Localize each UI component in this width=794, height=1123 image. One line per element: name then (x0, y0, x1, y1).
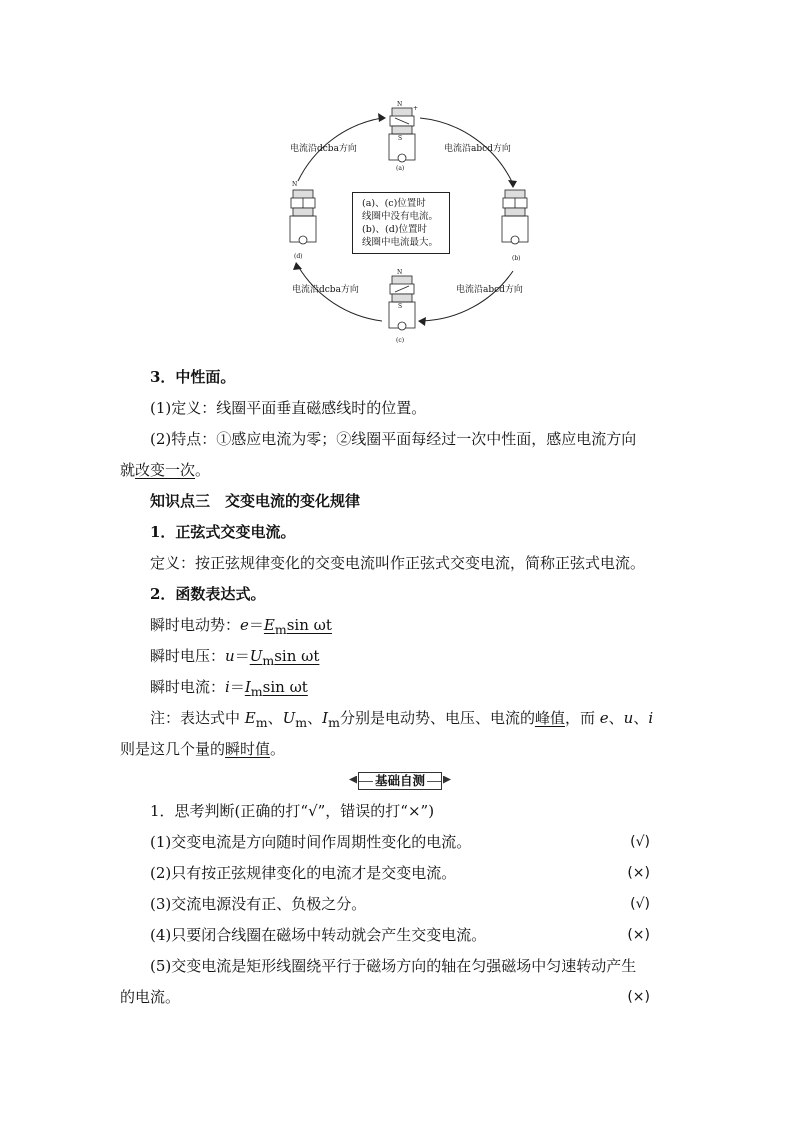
sub-m: m (295, 715, 308, 730)
text-span: 分别是电动势、电压、电流的 (339, 709, 535, 727)
section-3-definition: (1)定义：线圈平面垂直磁感线时的位置。 (150, 399, 427, 417)
label-bottom-left: 电流沿dcba方向 (292, 285, 359, 295)
basic-self-test-banner (120, 765, 680, 796)
var-u: u (623, 709, 634, 727)
banner-label: 基础自测 (374, 772, 425, 788)
arrow-head-d (293, 262, 302, 270)
var-E: E (244, 709, 256, 727)
question-1-title: 1．思考判断(正确的打“√”，错误的打“×”) (150, 802, 435, 820)
arc-b-c (422, 271, 513, 321)
judge-mark: (×) (627, 927, 650, 943)
formula-amp: U (249, 647, 263, 665)
svg-text:(d): (d) (294, 253, 303, 260)
note-line1 (120, 703, 680, 734)
formula-amp: I (244, 678, 251, 696)
text-span: 。 (195, 461, 211, 479)
var-U: U (282, 709, 296, 727)
function-expression-title: 2．函数表达式。 (150, 585, 266, 603)
label-bottom-right: 电流沿abcd方向 (456, 285, 523, 295)
formula-sub: m (262, 653, 275, 668)
sub-m: m (255, 715, 268, 730)
formula-fn: sin ωt (274, 647, 320, 665)
svg-text:N: N (292, 181, 298, 188)
instant-current-formula (120, 672, 680, 703)
judge-item (120, 858, 680, 889)
section-3-feature-line2 (120, 455, 680, 486)
judge-text: (1)交变电流是方向随时间作周期性变化的电流。 (150, 833, 472, 851)
document-body (120, 362, 680, 1013)
text-span: 、 (608, 709, 624, 727)
svg-text:S: S (398, 303, 403, 310)
formula-eq: ＝ (248, 616, 264, 634)
svg-text:(b): (b) (512, 255, 521, 262)
text-span: 则是这几个量的 (120, 740, 226, 758)
instant-emf-formula (120, 610, 680, 641)
sinusoidal-ac-definition: 定义：按正弦规律变化的交变电流叫作正弦式交变电流，简称正弦式电流。 (150, 554, 646, 572)
svg-text:S: S (398, 135, 403, 142)
formula-var: u (225, 647, 235, 665)
text-span: 注：表达式中 (150, 709, 245, 727)
banner-box (358, 772, 442, 790)
text-span: 、 (307, 709, 323, 727)
underlined-answer: 峰值 (534, 709, 565, 727)
coil-position-d (290, 181, 316, 260)
diagram-center-note (352, 192, 450, 254)
text-span: 就 (120, 461, 136, 479)
sinusoidal-ac-title: 1．正弦式交变电流。 (150, 523, 296, 541)
arrow-head-a (378, 113, 386, 122)
judge-mark: (√) (630, 834, 650, 850)
var-e: e (599, 709, 609, 727)
formula-fn: sin ωt (286, 616, 332, 634)
arrow-head-b (508, 180, 517, 188)
section-3-feature-line1: (2)特点：①感应电流为零；②线圈平面每经过一次中性面，感应电流方向 (150, 430, 637, 448)
formula-sub: m (274, 622, 287, 637)
formula-fn: sin ωt (262, 678, 308, 696)
center-note-line: 线圈中没有电流。 (362, 211, 439, 222)
judge-mark: (×) (627, 865, 650, 881)
underlined-answer: 改变一次 (135, 461, 196, 479)
coil-position-c (389, 269, 415, 344)
judge-text: 的电流。 (120, 988, 181, 1006)
formula-sub: m (250, 684, 263, 699)
judge-item (120, 827, 680, 858)
center-note-line: (b)、(d)位置时 (362, 224, 427, 235)
formula-var: e (240, 616, 249, 634)
judge-mark: (×) (627, 989, 650, 1005)
formula-answer (249, 647, 320, 668)
judge-item (120, 920, 680, 951)
formula-amp: E (263, 616, 275, 634)
formula-label: 瞬时电流： (150, 678, 226, 696)
formula-var: i (225, 678, 230, 696)
svg-text:+: + (413, 105, 419, 112)
arrow-head-c (418, 317, 426, 326)
formula-answer (244, 678, 308, 699)
knowledge-point-3-title: 知识点三 交变电流的变化规律 (150, 492, 361, 510)
formula-eq: ＝ (229, 678, 245, 696)
judge-item-5-line2 (120, 982, 680, 1013)
text-span: 、 (633, 709, 649, 727)
note-line2 (120, 734, 680, 765)
underlined-answer: 瞬时值 (225, 740, 271, 758)
formula-eq: ＝ (234, 647, 250, 665)
text-span: 。 (270, 740, 286, 758)
coil-position-b (502, 190, 528, 262)
var-I: I (322, 709, 329, 727)
var-i: i (648, 709, 654, 727)
svg-text:(a): (a) (396, 165, 405, 172)
center-note-line: (a)、(c)位置时 (362, 198, 426, 209)
formula-label: 瞬时电压： (150, 647, 226, 665)
svg-text:(c): (c) (396, 337, 405, 344)
label-top-right: 电流沿abcd方向 (444, 144, 511, 154)
judge-mark: (√) (630, 896, 650, 912)
judge-text: (3)交流电源没有正、负极之分。 (150, 895, 367, 913)
formula-label: 瞬时电动势： (150, 616, 241, 634)
coil-position-a (389, 101, 418, 172)
sub-m: m (328, 715, 340, 730)
center-note-line: 线圈中电流最大。 (362, 237, 439, 248)
judge-item-5-line1: (5)交变电流是矩形线圈绕平行于磁场方向的轴在匀强磁场中匀速转动产生 (150, 957, 637, 975)
text-span: ，而 (564, 709, 600, 727)
svg-text:N: N (397, 269, 403, 276)
section-3-title: 3．中性面。 (150, 368, 236, 386)
instant-voltage-formula (120, 641, 680, 672)
judge-text: (4)只要闭合线圈在磁场中转动就会产生交变电流。 (150, 926, 487, 944)
formula-answer (263, 616, 332, 637)
judge-item (120, 889, 680, 920)
label-top-left: 电流沿dcba方向 (290, 144, 357, 154)
text-span: 、 (267, 709, 283, 727)
judge-text: (2)只有按正弦规律变化的电流才是交变电流。 (150, 864, 457, 882)
svg-text:N: N (397, 101, 403, 108)
